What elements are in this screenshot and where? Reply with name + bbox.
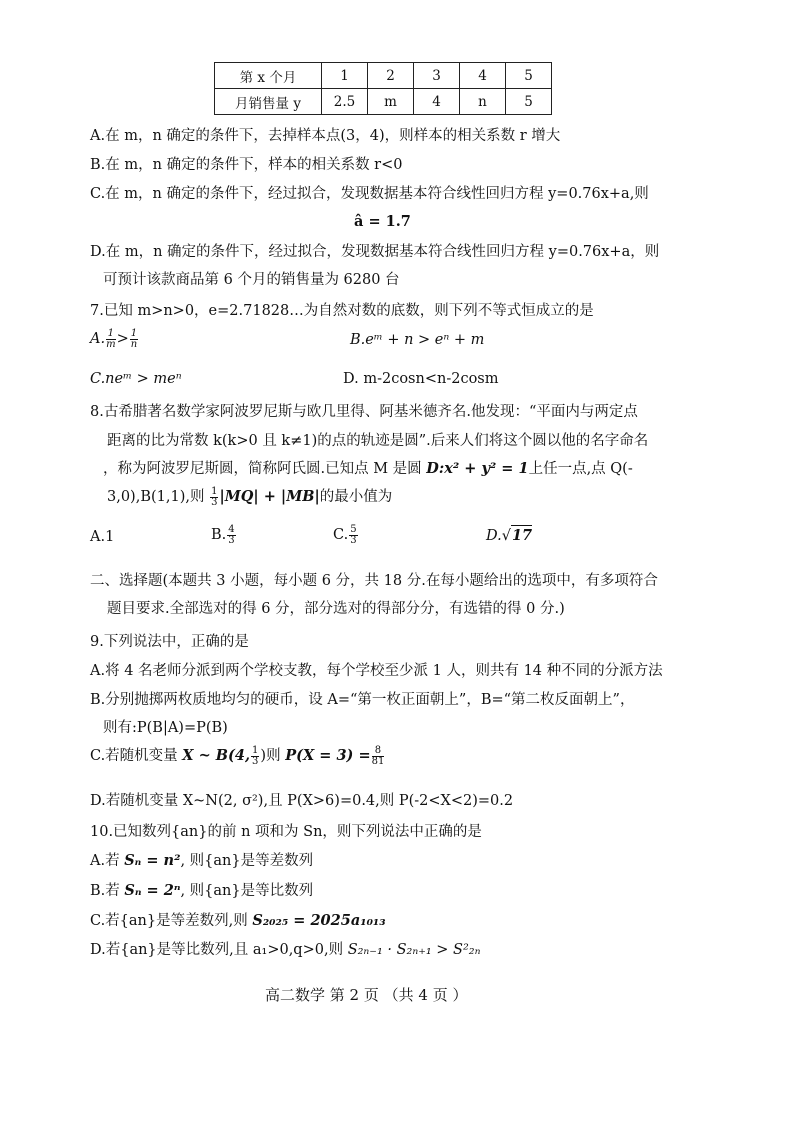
q10-option-b: B.若 Sₙ = 2ⁿ, 则{an}是等比数列 (90, 882, 314, 899)
page-footer: 高二数学 第 2 页 （共 4 页 ） (265, 986, 468, 1004)
q10-option-d: D.若{an}是等比数列,且 a₁>0,q>0,则 S₂ₙ₋₁ · S₂ₙ₊₁ > S²₂ₙ (90, 942, 481, 958)
q6-option-a: A.在 m，n 确定的条件下，去掉样本点(3，4)，则样本的相关系数 r 增大 (90, 128, 561, 144)
fraction: $\frac{4}{3}$ (228, 523, 235, 546)
q6-option-b: B.在 m，n 确定的条件下，样本的相关系数 r<0 (90, 157, 403, 173)
fraction: $\frac{1}{3}$ (211, 485, 218, 508)
table-cell: 3 (414, 63, 460, 89)
distance-expression: |MQ| + |MB| (219, 488, 320, 505)
fraction: $\frac{1}{m}$ (106, 327, 116, 350)
fraction: $\frac{8}{81}$ (371, 744, 385, 767)
q9-option-b-line1: B.分别抛掷两枚质地均匀的硬币，设 A=“第一枚正面朝上”，B=“第二枚反面朝上”， (90, 692, 635, 708)
q6-option-c-equation: â = 1.7 (354, 213, 411, 230)
fraction: $\frac{1}{3}$ (252, 744, 259, 767)
table-cell: 1 (322, 63, 368, 89)
q7-option-a: A. $\frac{1}{m}$ > $\frac{1}{n}$ (90, 327, 138, 350)
table-cell: 5 (506, 89, 552, 115)
table-cell: 2.5 (322, 89, 368, 115)
q10-option-a: A.若 Sₙ = n², 则{an}是等差数列 (90, 852, 314, 869)
q6-option-d-line1: D.在 m，n 确定的条件下，经过拟合，发现数据基本符合线性回归方程 y=0.76x+a，则 (90, 244, 660, 260)
circle-equation: D:x² + y² = 1 (426, 460, 529, 477)
table-cell: 4 (460, 63, 506, 89)
q8-option-b: B. $\frac{4}{3}$ (211, 523, 235, 546)
q9-option-b-line2: 则有:P(B|A)=P(B) (103, 720, 228, 736)
table-cell: 5 (506, 63, 552, 89)
q8-stem-line4: 3,0),B(1,1),则 $\frac{1}{3}$ |MQ| + |MB|的最小值为 (107, 485, 393, 508)
q7-option-b: B.eᵐ + n > eⁿ + m (350, 332, 485, 348)
q8-option-a: A.1 (90, 529, 115, 545)
q9-option-d: D.若随机变量 X~N(2, σ²),且 P(X>6)=0.4,则 P(-2<X<2)=0.2 (90, 793, 514, 809)
q10-stem: 10.已知数列{an}的前 n 项和为 Sn，则下列说法中正确的是 (90, 824, 482, 840)
sqrt-value: 17 (511, 527, 533, 544)
q10-option-c: C.若{an}是等差数列,则 S₂₀₂₅ = 2025a₁₀₁₃ (90, 912, 386, 929)
table-cell: 月销售量 y (215, 89, 322, 115)
q6-option-c: C.在 m，n 确定的条件下，经过拟合，发现数据基本符合线性回归方程 y=0.76x+a,则 (90, 186, 649, 202)
q7-option-d: D. m-2cosn<n-2cosm (343, 371, 499, 387)
table-row (215, 89, 552, 115)
q7-option-c: C.neᵐ > meⁿ (90, 371, 182, 387)
table-cell: 4 (414, 89, 460, 115)
q8-stem-line3: ，称为阿波罗尼斯圆，简称阿氏圆.已知点 M 是圆 D:x² + y² = 1上任一点,点 Q(- (103, 460, 633, 477)
table-row (215, 63, 552, 89)
q9-stem: 9.下列说法中，正确的是 (90, 634, 249, 650)
q7-stem: 7.已知 m>n>0，e=2.71828…为自然对数的底数，则下列不等式恒成立的是 (90, 303, 594, 319)
q6-option-d-line2: 可预计该款商品第 6 个月的销售量为 6280 台 (103, 272, 400, 288)
table-cell: m (368, 89, 414, 115)
q9-option-a: A.将 4 名老师分派到两个学校支教，每个学校至少派 1 人，则共有 14 种不同的分派方法 (90, 663, 663, 679)
q8-option-c: C. $\frac{5}{3}$ (333, 523, 357, 546)
q7-option-a-label: A. (90, 331, 106, 347)
q9-option-c: C.若随机变量 X ~ B(4, $\frac{1}{3}$ )则 P(X = 3) = $\frac{8}{81}$ (90, 744, 385, 767)
fraction: $\frac{5}{3}$ (350, 523, 357, 546)
q8-stem-line2: 距离的比为常数 k(k>0 且 k≠1)的点的轨迹是圆”.后来人们将这个圆以他的名字命名 (107, 433, 649, 449)
table-cell: 第 x 个月 (215, 63, 322, 89)
table-cell: 2 (368, 63, 414, 89)
section-2-heading-line1: 二、选择题(本题共 3 小题，每小题 6 分，共 18 分.在每小题给出的选项中，有多项符合 (90, 573, 658, 589)
q8-option-d: D.√17 (486, 527, 533, 544)
section-2-heading-line2: 题目要求.全部选对的得 6 分，部分选对的得部分分，有选错的得 0 分.) (107, 601, 565, 617)
fraction: $\frac{1}{n}$ (130, 327, 138, 350)
q8-stem-line1: 8.古希腊著名数学家阿波罗尼斯与欧几里得、阿基米德齐名.他发现：“平面内与两定点 (90, 404, 638, 420)
table-cell: n (460, 89, 506, 115)
data-table (214, 62, 552, 115)
